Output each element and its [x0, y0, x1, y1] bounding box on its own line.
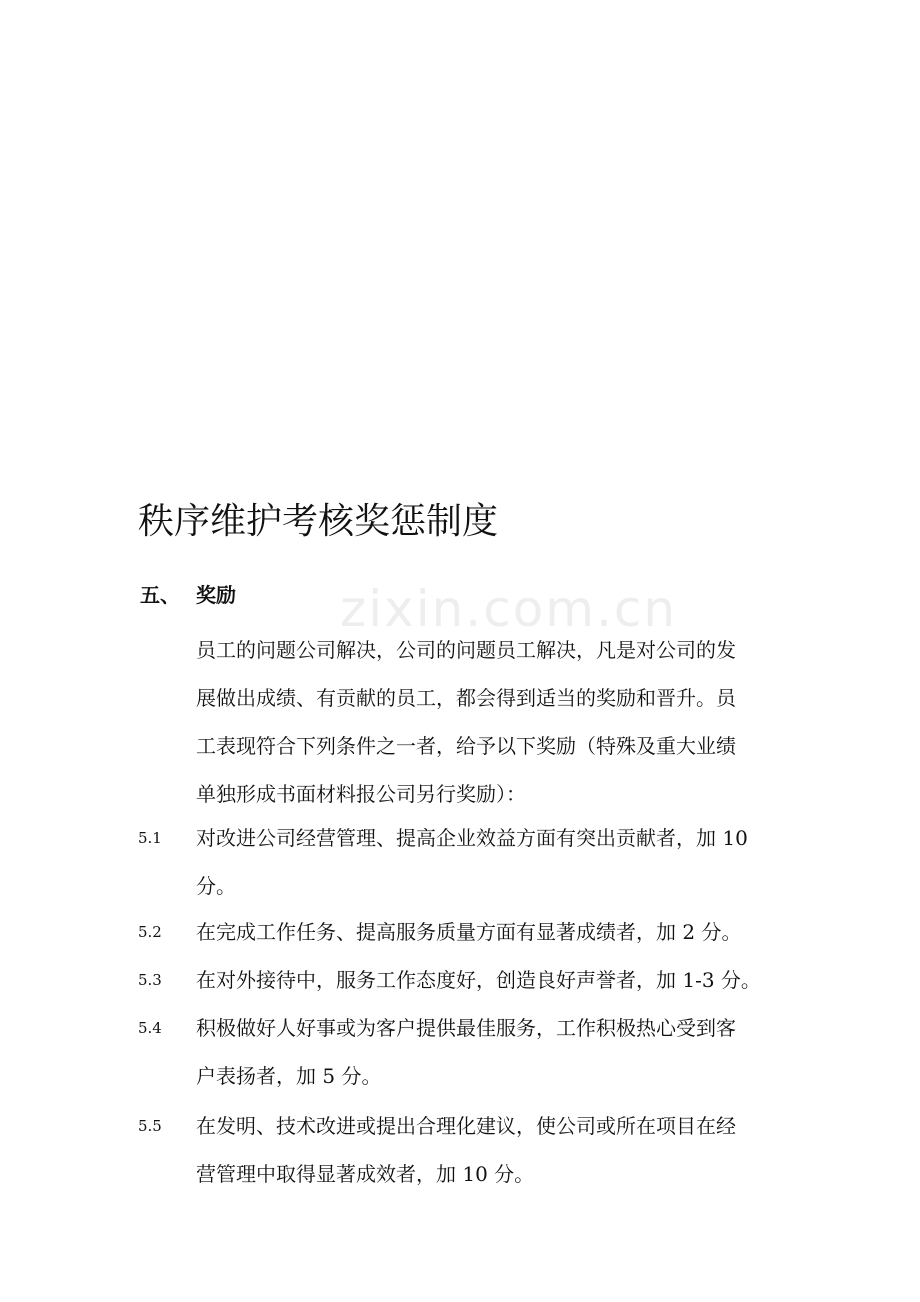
item-number: 5.2 — [138, 923, 162, 941]
item-number: 5.1 — [138, 829, 162, 847]
document-title: 秩序维护考核奖惩制度 — [138, 501, 499, 542]
item-text — [196, 908, 788, 956]
intro-line: 单独形成书面材料报公司另行奖励）： — [196, 782, 526, 806]
item-line: 对改进公司经营管理、提高企业效益方面有突出贡献者，加 10 — [196, 826, 748, 850]
section-heading — [140, 578, 236, 612]
intro-line: 员工的问题公司解决，公司的问题员工解决，凡是对公司的发 — [196, 638, 736, 662]
item-line: 积极做好人好事或为客户提供最佳服务，工作积极热心受到客 — [196, 1016, 736, 1040]
item-text — [196, 814, 788, 910]
item-line: 分。 — [196, 874, 236, 898]
intro-line: 展做出成绩、有贡献的员工，都会得到适当的奖励和晋升。员 — [196, 686, 736, 710]
item-line: 户表扬者，加 5 分。 — [196, 1064, 382, 1088]
item-number: 5.4 — [138, 1019, 162, 1037]
item-text — [196, 956, 788, 1004]
item-line: 在发明、技术改进或提出合理化建议，使公司或所在项目在经 — [196, 1114, 736, 1138]
item-line: 在完成工作任务、提高服务质量方面有显著成绩者，加 2 分。 — [196, 920, 742, 944]
item-line: 在对外接待中，服务工作态度好，创造良好声誉者，加 1-3 分。 — [196, 968, 761, 992]
item-number: 5.3 — [138, 971, 162, 989]
watermark-text: zixin.com.cn — [340, 580, 678, 638]
intro-line: 工表现符合下列条件之一者，给予以下奖励（特殊及重大业绩 — [196, 734, 736, 758]
item-line: 营管理中取得显著成效者，加 10 分。 — [196, 1162, 535, 1186]
item-text — [196, 1004, 788, 1100]
section-label: 奖励 — [196, 583, 236, 607]
item-text — [196, 1102, 788, 1198]
item-number: 5.5 — [138, 1117, 162, 1135]
intro-paragraph — [196, 626, 786, 818]
section-number: 五、 — [140, 583, 180, 607]
